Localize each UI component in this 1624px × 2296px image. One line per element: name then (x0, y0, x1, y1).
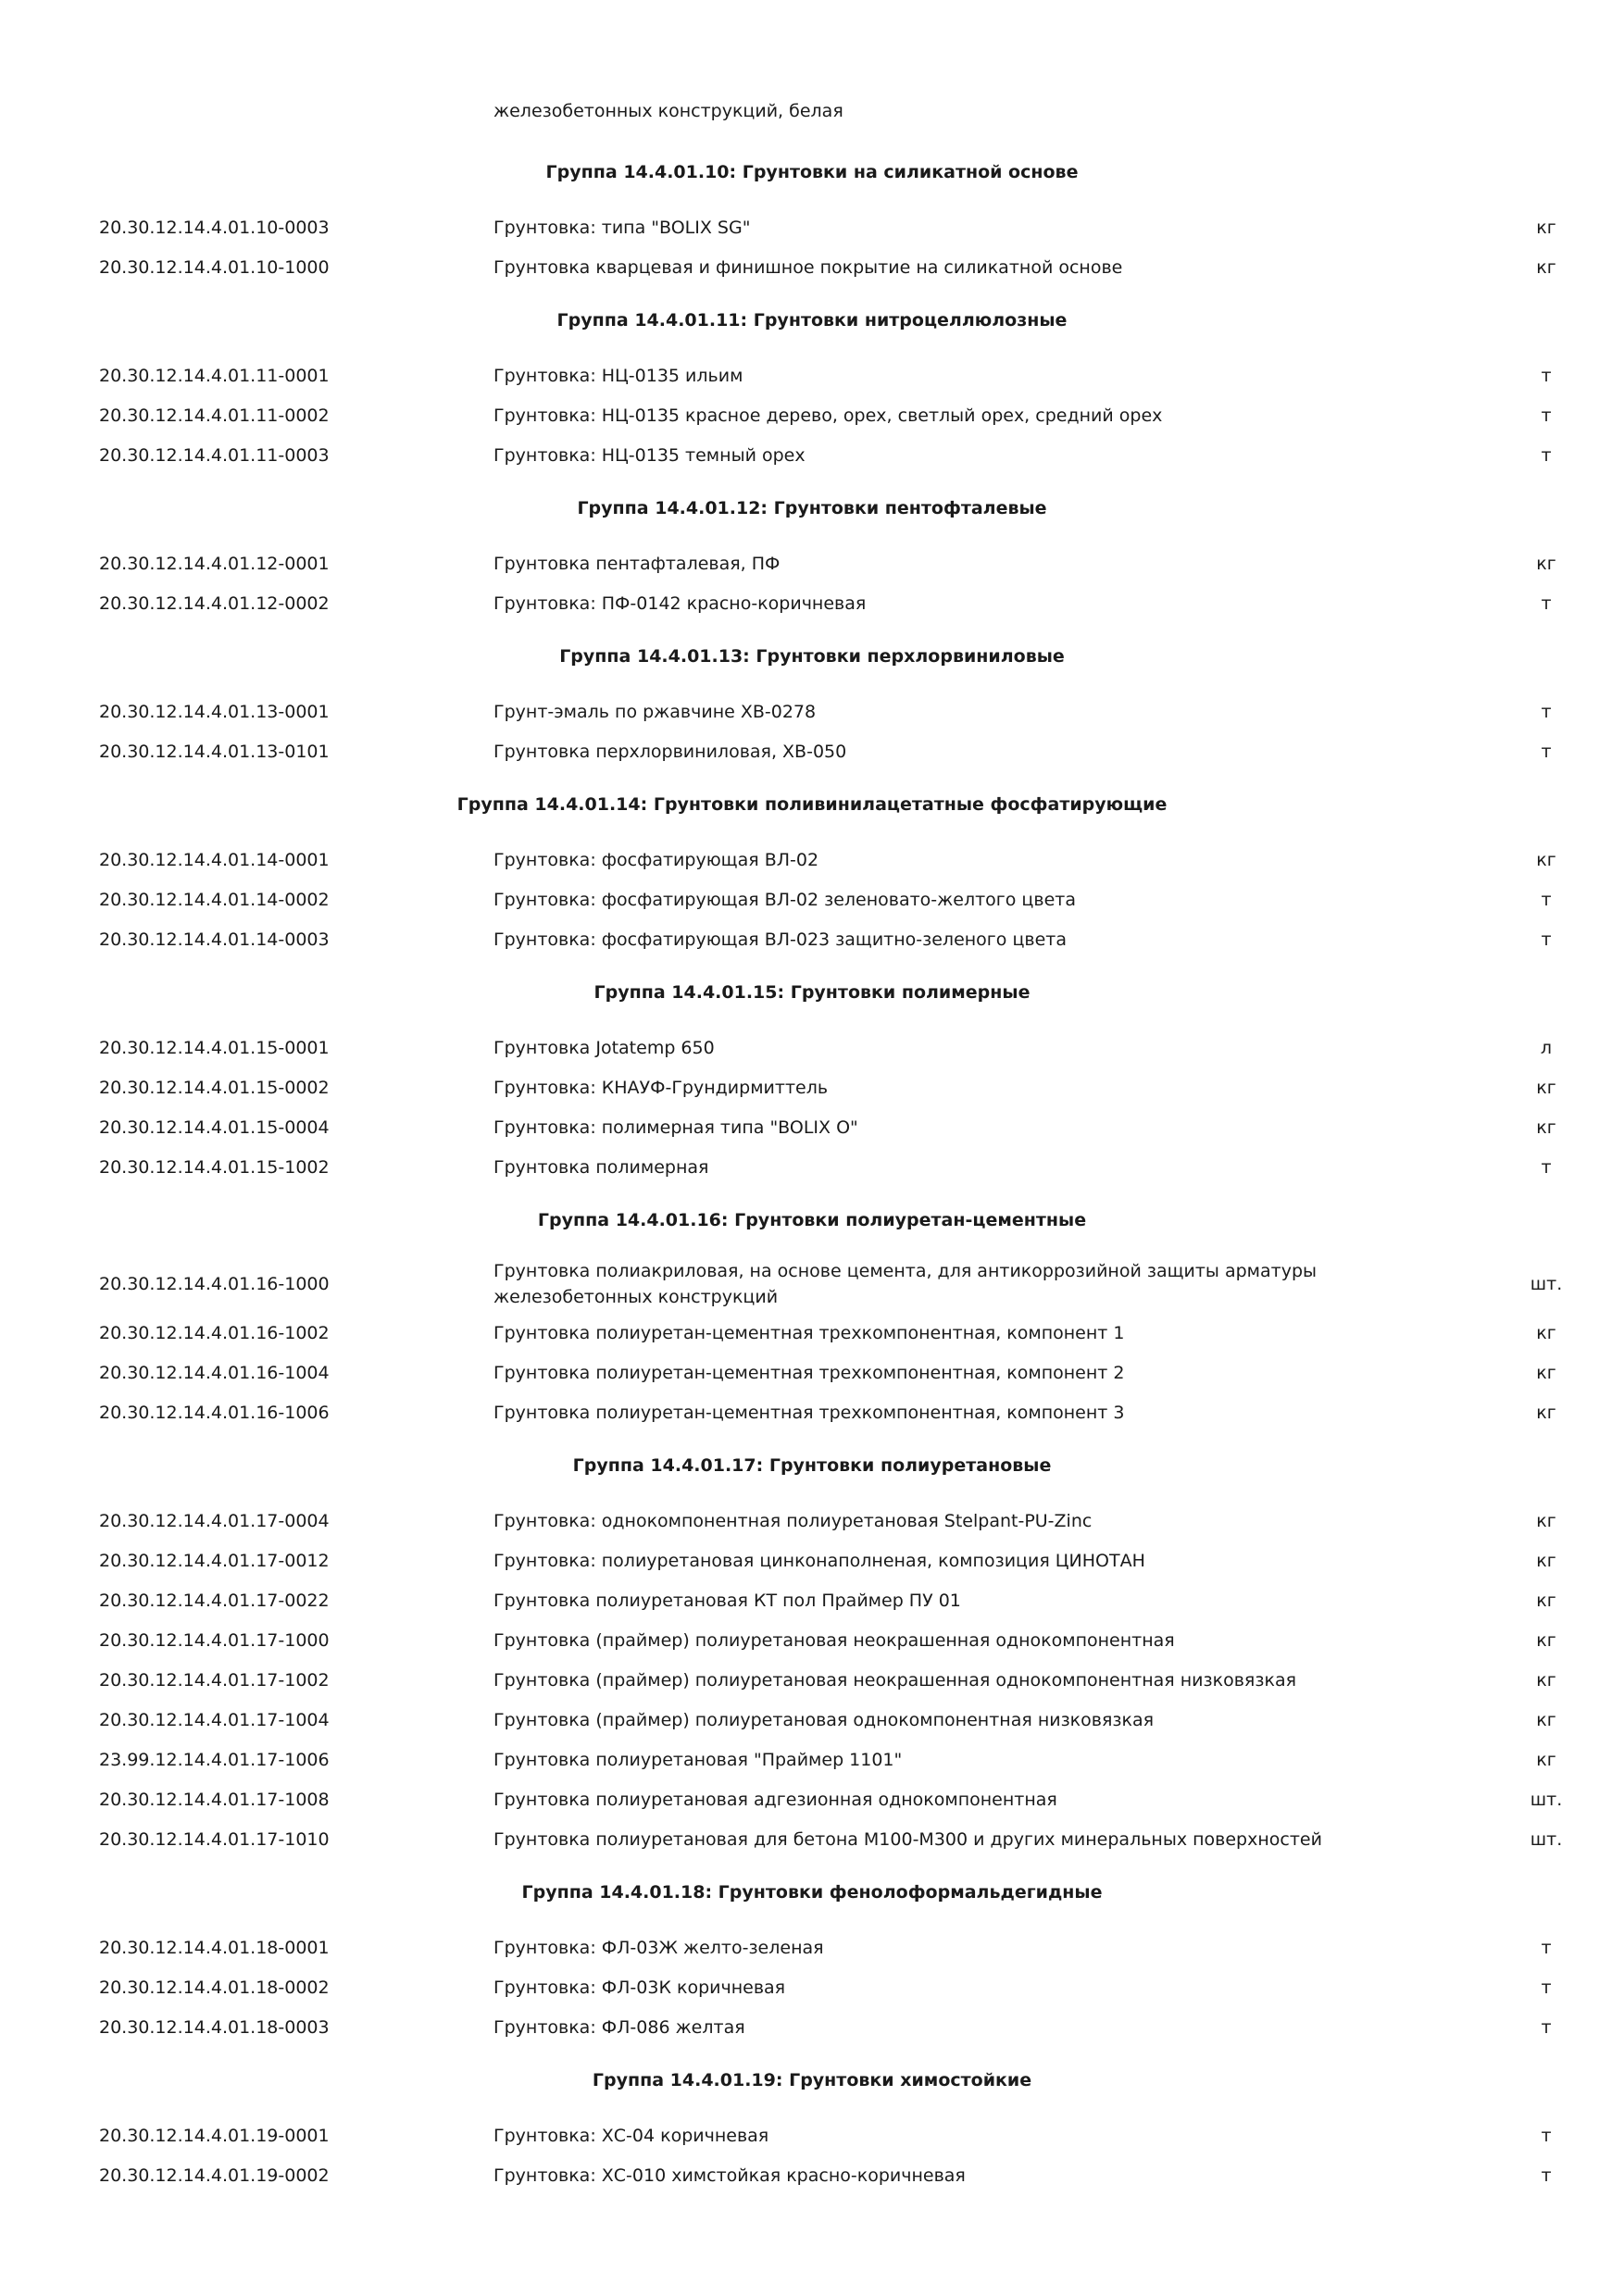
item-name: Грунтовка: ФЛ-03К коричневая (493, 1977, 786, 1998)
item-unit: т (1541, 1937, 1552, 1958)
item-name: Грунтовка: полиуретановая цинконаполненая, композиция ЦИНОТАН (493, 1550, 1145, 1571)
table-row (0, 395, 1624, 435)
item-code: 20.30.12.14.4.01.14-0003 (99, 929, 330, 950)
item-code: 20.30.12.14.4.01.15-0001 (99, 1037, 330, 1058)
item-unit: т (1541, 1977, 1552, 1998)
item-unit: шт. (1530, 1274, 1563, 1294)
item-unit: шт. (1530, 1789, 1563, 1810)
item-code: 20.30.12.14.4.01.17-0004 (99, 1510, 330, 1531)
item-unit: т (1541, 405, 1552, 426)
group-title: Группа 14.4.01.16: Грунтовки полиуретан-цементные (537, 1210, 1087, 1230)
item-unit: т (1541, 2016, 1552, 2038)
item-name: Грунтовка полиуретан-цементная трехкомпонентная, компонент 3 (493, 1402, 1125, 1423)
item-unit: т (1541, 1156, 1552, 1178)
item-unit: кг (1536, 1669, 1556, 1691)
item-name: Грунтовка полимерная (493, 1156, 709, 1178)
item-name: Грунтовка полиуретановая адгезионная однокомпонентная (493, 1789, 1057, 1810)
group-title: Группа 14.4.01.10: Грунтовки на силикатной основе (545, 162, 1079, 182)
item-name: Грунтовка полиуретановая для бетона М100-М300 и других минеральных поверхностей (493, 1828, 1322, 1850)
item-name: Грунтовка (праймер) полиуретановая неокрашенная однокомпонентная (493, 1629, 1175, 1651)
table-row (0, 2155, 1624, 2195)
table-row (0, 1028, 1624, 1067)
table-row (0, 1967, 1624, 2007)
item-code: 20.30.12.14.4.01.16-1004 (99, 1362, 330, 1383)
item-unit: кг (1536, 1510, 1556, 1531)
item-unit: кг (1536, 1550, 1556, 1571)
item-unit: т (1541, 741, 1552, 762)
table-row (0, 543, 1624, 583)
item-name: Грунтовка: типа "BOLIX SG" (493, 217, 751, 238)
item-name: Грунтовка (праймер) полиуретановая однокомпонентная низковязкая (493, 1709, 1155, 1730)
item-code: 20.30.12.14.4.01.15-0004 (99, 1117, 330, 1138)
item-code: 20.30.12.14.4.01.10-0003 (99, 217, 330, 238)
item-name: Грунтовка полиуретановая КТ пол Праймер ПУ 01 (493, 1590, 961, 1611)
table-row (0, 919, 1624, 959)
item-name: Грунтовка полиакриловая, на основе цемента, для антикоррозийной защиты арматуры железобетонных конструкций (493, 1261, 1318, 1307)
item-code: 20.30.12.14.4.01.10-1000 (99, 256, 330, 278)
item-unit: кг (1536, 849, 1556, 870)
item-unit: кг (1536, 217, 1556, 238)
table-row (0, 356, 1624, 395)
item-code: 20.30.12.14.4.01.12-0002 (99, 593, 330, 614)
table-row (0, 1501, 1624, 1541)
item-code: 20.30.12.14.4.01.17-0022 (99, 1590, 330, 1611)
table-row (0, 2115, 1624, 2155)
item-code: 20.30.12.14.4.01.17-1004 (99, 1709, 330, 1730)
table-row (0, 1928, 1624, 1967)
table-row (0, 880, 1624, 919)
item-unit: т (1541, 701, 1552, 722)
table-row (0, 731, 1624, 771)
item-code: 20.30.12.14.4.01.18-0002 (99, 1977, 330, 1998)
item-unit: кг (1536, 1362, 1556, 1383)
table-row (0, 207, 1624, 247)
item-unit: кг (1536, 1077, 1556, 1098)
table-row (0, 1353, 1624, 1392)
item-unit: кг (1536, 1749, 1556, 1770)
item-unit: кг (1536, 1402, 1556, 1423)
item-unit: т (1541, 593, 1552, 614)
item-name: Грунтовка: НЦ-0135 темный орех (493, 444, 806, 466)
group-title: Группа 14.4.01.13: Грунтовки перхлорвиниловые (559, 646, 1065, 667)
group-title: Группа 14.4.01.14: Грунтовки поливинилацетатные фосфатирующие (456, 794, 1168, 815)
table-row (0, 1740, 1624, 1779)
table-row (0, 1255, 1624, 1313)
item-unit: т (1541, 889, 1552, 910)
item-code: 20.30.12.14.4.01.11-0001 (99, 365, 330, 386)
item-code: 20.30.12.14.4.01.18-0001 (99, 1937, 330, 1958)
item-name: Грунтовка: ФЛ-03Ж желто-зеленая (493, 1937, 824, 1958)
item-name: Грунтовка: однокомпонентная полиуретановая Stelpant-PU-Zinc (493, 1510, 1093, 1531)
item-unit: кг (1536, 1117, 1556, 1138)
table-row (0, 583, 1624, 623)
item-code: 20.30.12.14.4.01.15-0002 (99, 1077, 330, 1098)
group-title: Группа 14.4.01.12: Грунтовки пентофталевые (577, 498, 1047, 518)
item-name: Грунтовка полиуретан-цементная трехкомпонентная, компонент 1 (493, 1322, 1125, 1343)
item-name: Грунтовка: ПФ-0142 красно-коричневая (493, 593, 867, 614)
group-title: Группа 14.4.01.17: Грунтовки полиуретановые (572, 1455, 1052, 1476)
table-row (0, 247, 1624, 287)
group-title: Группа 14.4.01.19: Грунтовки химостойкие (592, 2070, 1032, 2090)
item-name: Грунтовка кварцевая и финишное покрытие на силикатной основе (493, 256, 1123, 278)
group-title: Группа 14.4.01.15: Грунтовки полимерные (593, 982, 1031, 1003)
item-name: Грунтовка: фосфатирующая ВЛ-02 (493, 849, 819, 870)
item-code: 20.30.12.14.4.01.16-1006 (99, 1402, 330, 1423)
item-code: 20.30.12.14.4.01.14-0001 (99, 849, 330, 870)
item-unit: кг (1536, 553, 1556, 574)
item-name: Грунтовка полиуретан-цементная трехкомпонентная, компонент 2 (493, 1362, 1125, 1383)
table-row (0, 1660, 1624, 1700)
table-row (0, 692, 1624, 731)
item-name: Грунтовка: ХС-010 химстойкая красно-коричневая (493, 2165, 966, 2186)
table-row (0, 435, 1624, 475)
item-name: Грунтовка: НЦ-0135 красное дерево, орех, светлый орех, средний орех (493, 405, 1163, 426)
table-row (0, 1620, 1624, 1660)
item-name: Грунтовка перхлорвиниловая, ХВ-050 (493, 741, 847, 762)
item-code: 20.30.12.14.4.01.19-0001 (99, 2125, 330, 2146)
table-row (0, 1392, 1624, 1432)
item-unit: шт. (1530, 1828, 1563, 1850)
item-code: 20.30.12.14.4.01.13-0001 (99, 701, 330, 722)
item-code: 20.30.12.14.4.01.17-1000 (99, 1629, 330, 1651)
item-unit: кг (1536, 1322, 1556, 1343)
item-name: Грунтовка Jotatemp 650 (493, 1037, 715, 1058)
item-name: Грунтовка пентафталевая, ПФ (493, 553, 781, 574)
item-name: Грунтовка полиуретановая "Праймер 1101" (493, 1749, 903, 1770)
table-row (0, 1107, 1624, 1147)
item-name: Грунтовка: ХС-04 коричневая (493, 2125, 769, 2146)
item-unit: кг (1536, 1590, 1556, 1611)
item-code: 20.30.12.14.4.01.11-0003 (99, 444, 330, 466)
item-name: Грунтовка (праймер) полиуретановая неокрашенная однокомпонентная низковязкая (493, 1669, 1297, 1691)
item-name: Грунт-эмаль по ржавчине ХВ-0278 (493, 701, 817, 722)
item-name: Грунтовка: полимерная типа "BOLIX O" (493, 1117, 858, 1138)
table-row (0, 1779, 1624, 1819)
item-code: 20.30.12.14.4.01.18-0003 (99, 2016, 330, 2038)
item-unit: кг (1536, 256, 1556, 278)
item-unit: т (1541, 365, 1552, 386)
item-code: 20.30.12.14.4.01.13-0101 (99, 741, 330, 762)
item-code: 20.30.12.14.4.01.11-0002 (99, 405, 330, 426)
item-unit: т (1541, 929, 1552, 950)
table-row (0, 1147, 1624, 1187)
item-code: 20.30.12.14.4.01.15-1002 (99, 1156, 330, 1178)
item-name: Грунтовка: ФЛ-086 желтая (493, 2016, 745, 2038)
item-unit: кг (1536, 1629, 1556, 1651)
item-code: 20.30.12.14.4.01.14-0002 (99, 889, 330, 910)
item-unit: кг (1536, 1709, 1556, 1730)
item-name: Грунтовка: НЦ-0135 ильим (493, 365, 743, 386)
table-row (0, 1313, 1624, 1353)
item-code: 20.30.12.14.4.01.17-1008 (99, 1789, 330, 1810)
table-row (0, 840, 1624, 880)
table-row (0, 1541, 1624, 1580)
item-code: 23.99.12.14.4.01.17-1006 (99, 1749, 330, 1770)
item-code: 20.30.12.14.4.01.17-1010 (99, 1828, 330, 1850)
item-code: 20.30.12.14.4.01.12-0001 (99, 553, 330, 574)
table-row (0, 1819, 1624, 1859)
table-row (0, 1700, 1624, 1740)
item-name: Грунтовка: фосфатирующая ВЛ-02 зеленовато-желтого цвета (493, 889, 1076, 910)
item-code: 20.30.12.14.4.01.16-1002 (99, 1322, 330, 1343)
item-unit: т (1541, 2165, 1552, 2186)
group-title: Группа 14.4.01.18: Грунтовки фенолоформальдегидные (521, 1882, 1103, 1903)
item-unit: т (1541, 444, 1552, 466)
item-code: 20.30.12.14.4.01.17-0012 (99, 1550, 330, 1571)
continuation-text: железобетонных конструкций, белая (493, 101, 843, 121)
table-row (0, 1067, 1624, 1107)
item-code: 20.30.12.14.4.01.19-0002 (99, 2165, 330, 2186)
item-unit: л (1540, 1037, 1553, 1058)
item-code: 20.30.12.14.4.01.16-1000 (99, 1274, 330, 1294)
group-title: Группа 14.4.01.11: Грунтовки нитроцеллюлозные (556, 310, 1068, 331)
table-row (0, 1580, 1624, 1620)
item-name: Грунтовка: фосфатирующая ВЛ-023 защитно-зеленого цвета (493, 929, 1067, 950)
item-code: 20.30.12.14.4.01.17-1002 (99, 1669, 330, 1691)
item-unit: т (1541, 2125, 1552, 2146)
item-name: Грунтовка: КНАУФ-Грундирмиттель (493, 1077, 829, 1098)
table-row (0, 2007, 1624, 2047)
